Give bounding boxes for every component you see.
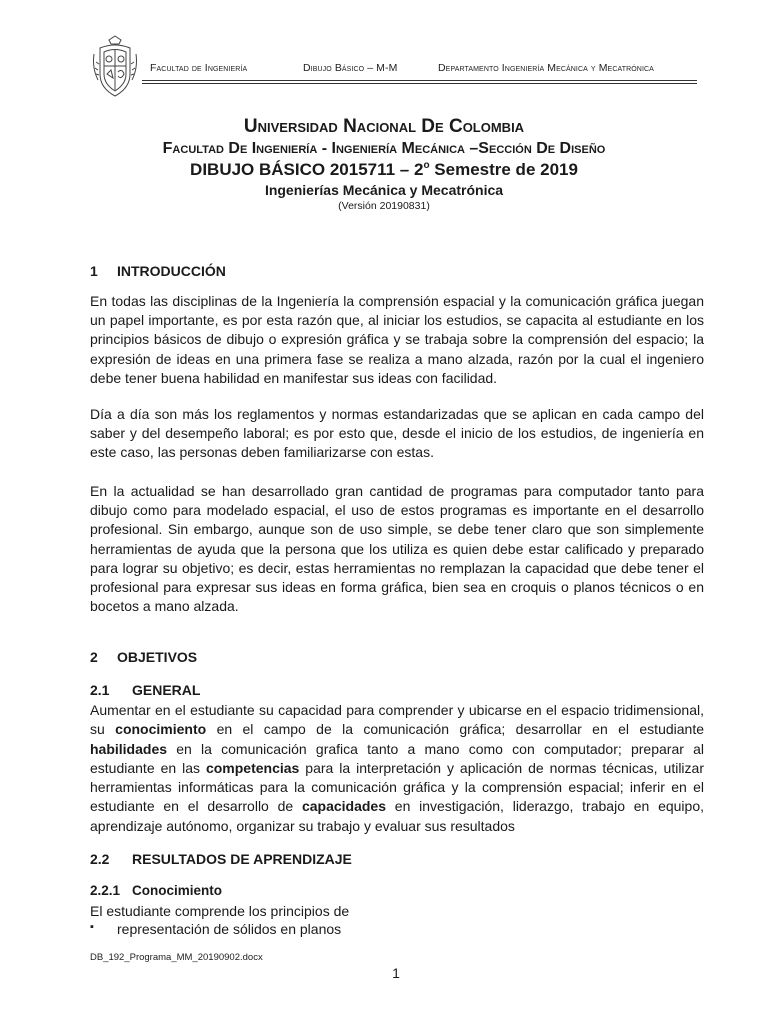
course-title-semester: Semestre de 2019	[429, 160, 578, 179]
section-number: 1	[90, 263, 98, 279]
programs-title: Ingenierías Mecánica y Mecatrónica	[264, 182, 504, 198]
intro-paragraph-2: Día a día son más los reglamentos y normas estandarizadas que se aplican en cada campo del saber y del desempeño laboral; es por esto que, desde el inicio de los estudios, de ingeniería en este caso, las personas deben familiarizarse con estas.	[90, 406, 704, 461]
section-number: 2.1	[90, 682, 110, 698]
knowledge-intro: El estudiante comprende los principios de	[90, 903, 350, 919]
section-title: INTRODUCCIÓN	[117, 263, 226, 279]
section-number: 2.2.1	[90, 883, 121, 898]
text-run: Aumentar en el estudiante su capacidad para comprender y ubicarse en el espacio tridimensional, su	[90, 702, 704, 738]
intro-paragraph-3: En la actualidad se han desarrollado gran cantidad de programas para computador tanto para dibujo como para modelado espacial, el uso de estos programas es importante en el desarrollo profesional. Sin embargo, aunque son de uso simple, se debe tener claro que son simplemente herramientas de ayuda que la persona que los utiliza es quien debe estar calificado y preparado para lograr su objetivo; es decir, estas herramientas no remplazan la capacidad que debe tener el profesional para expresar sus ideas en forma gráfica, bien sea en croquis o planos técnicos o en bocetos a mano alzada.	[90, 483, 704, 615]
section-title: RESULTADOS DE APRENDIZAJE	[132, 851, 352, 867]
text-run: en investigación, liderazgo, trabajo en equipo, aprendizaje autónomo, organizar su trabajo y evaluar sus resultados	[90, 798, 705, 834]
section-title: OBJETIVOS	[117, 649, 198, 665]
course-title-main: DIBUJO BÁSICO 2015711 – 2	[190, 160, 424, 179]
section-title: GENERAL	[132, 682, 201, 698]
list-item-text: representación de sólidos en planos	[117, 921, 342, 937]
faculty-title: Facultad De Ingeniería - Ingeniería Mecánica –Sección De Diseño	[162, 140, 606, 157]
section-2-2-1-heading	[90, 883, 222, 898]
footer-filename: DB_192_Programa_MM_20190902.docx	[90, 952, 263, 963]
section-2-heading	[90, 649, 197, 665]
bold-term-conocimiento: conocimiento	[115, 721, 207, 738]
text-run: para la interpretación y aplicación de normas técnicas, utilizar herramientas informáticas para la comunicación gráfica y la comprensión espacial; inferir en el estudiante en el desarrollo de	[90, 759, 704, 815]
intro-paragraph-1: En todas las disciplinas de la Ingeniería la comprensión espacial y la comunicación gráfica juegan un papel importante, es por esta razón que, al iniciar los estudios, se capacita al estudiante en los principios básicos de dibujo o expresión gráfica y se trabaja sobre la comprensión del espacio; la expresión de ideas en una primera fase se realiza a mano alzada, razón por la cual el ingeniero debe tener buena habilidad en manifestar sus ideas con facilidad.	[90, 293, 704, 386]
bold-term-competencias: competencias	[205, 759, 300, 776]
version-label: (Versión 20190831)	[338, 200, 430, 212]
text-run: en el campo de la comunicación gráfica; desarrollar en el estudiante	[206, 721, 704, 738]
section-title: Conocimiento	[132, 883, 222, 898]
bullet-icon: ▪	[90, 921, 94, 933]
general-objective-paragraph	[90, 701, 704, 836]
course-title-ordinal: o	[423, 160, 430, 171]
page-number: 1	[392, 965, 400, 981]
section-1-heading	[90, 263, 226, 279]
header-course: Dibujo Básico – M-M	[303, 62, 398, 74]
header-rule-top	[142, 80, 697, 81]
bold-term-capacidades: capacidades	[301, 798, 387, 815]
header-faculty: Facultad de Ingeniería	[150, 62, 248, 74]
header-department: Departamento Ingeniería Mecánica y Mecatrónica	[438, 62, 654, 74]
section-2-2-heading	[90, 851, 352, 867]
section-number: 2	[90, 649, 98, 665]
header-rule-bottom	[142, 83, 697, 84]
university-title: Universidad Nacional De Colombia	[243, 116, 525, 137]
university-seal-logo	[90, 34, 140, 100]
course-title	[0, 160, 768, 180]
section-number: 2.2	[90, 851, 110, 867]
section-2-1-heading	[90, 682, 200, 698]
text-run: en la comunicación grafica tanto a mano como con computador; preparar al estudiante en las	[90, 740, 704, 776]
bold-term-habilidades: habilidades	[90, 740, 168, 757]
